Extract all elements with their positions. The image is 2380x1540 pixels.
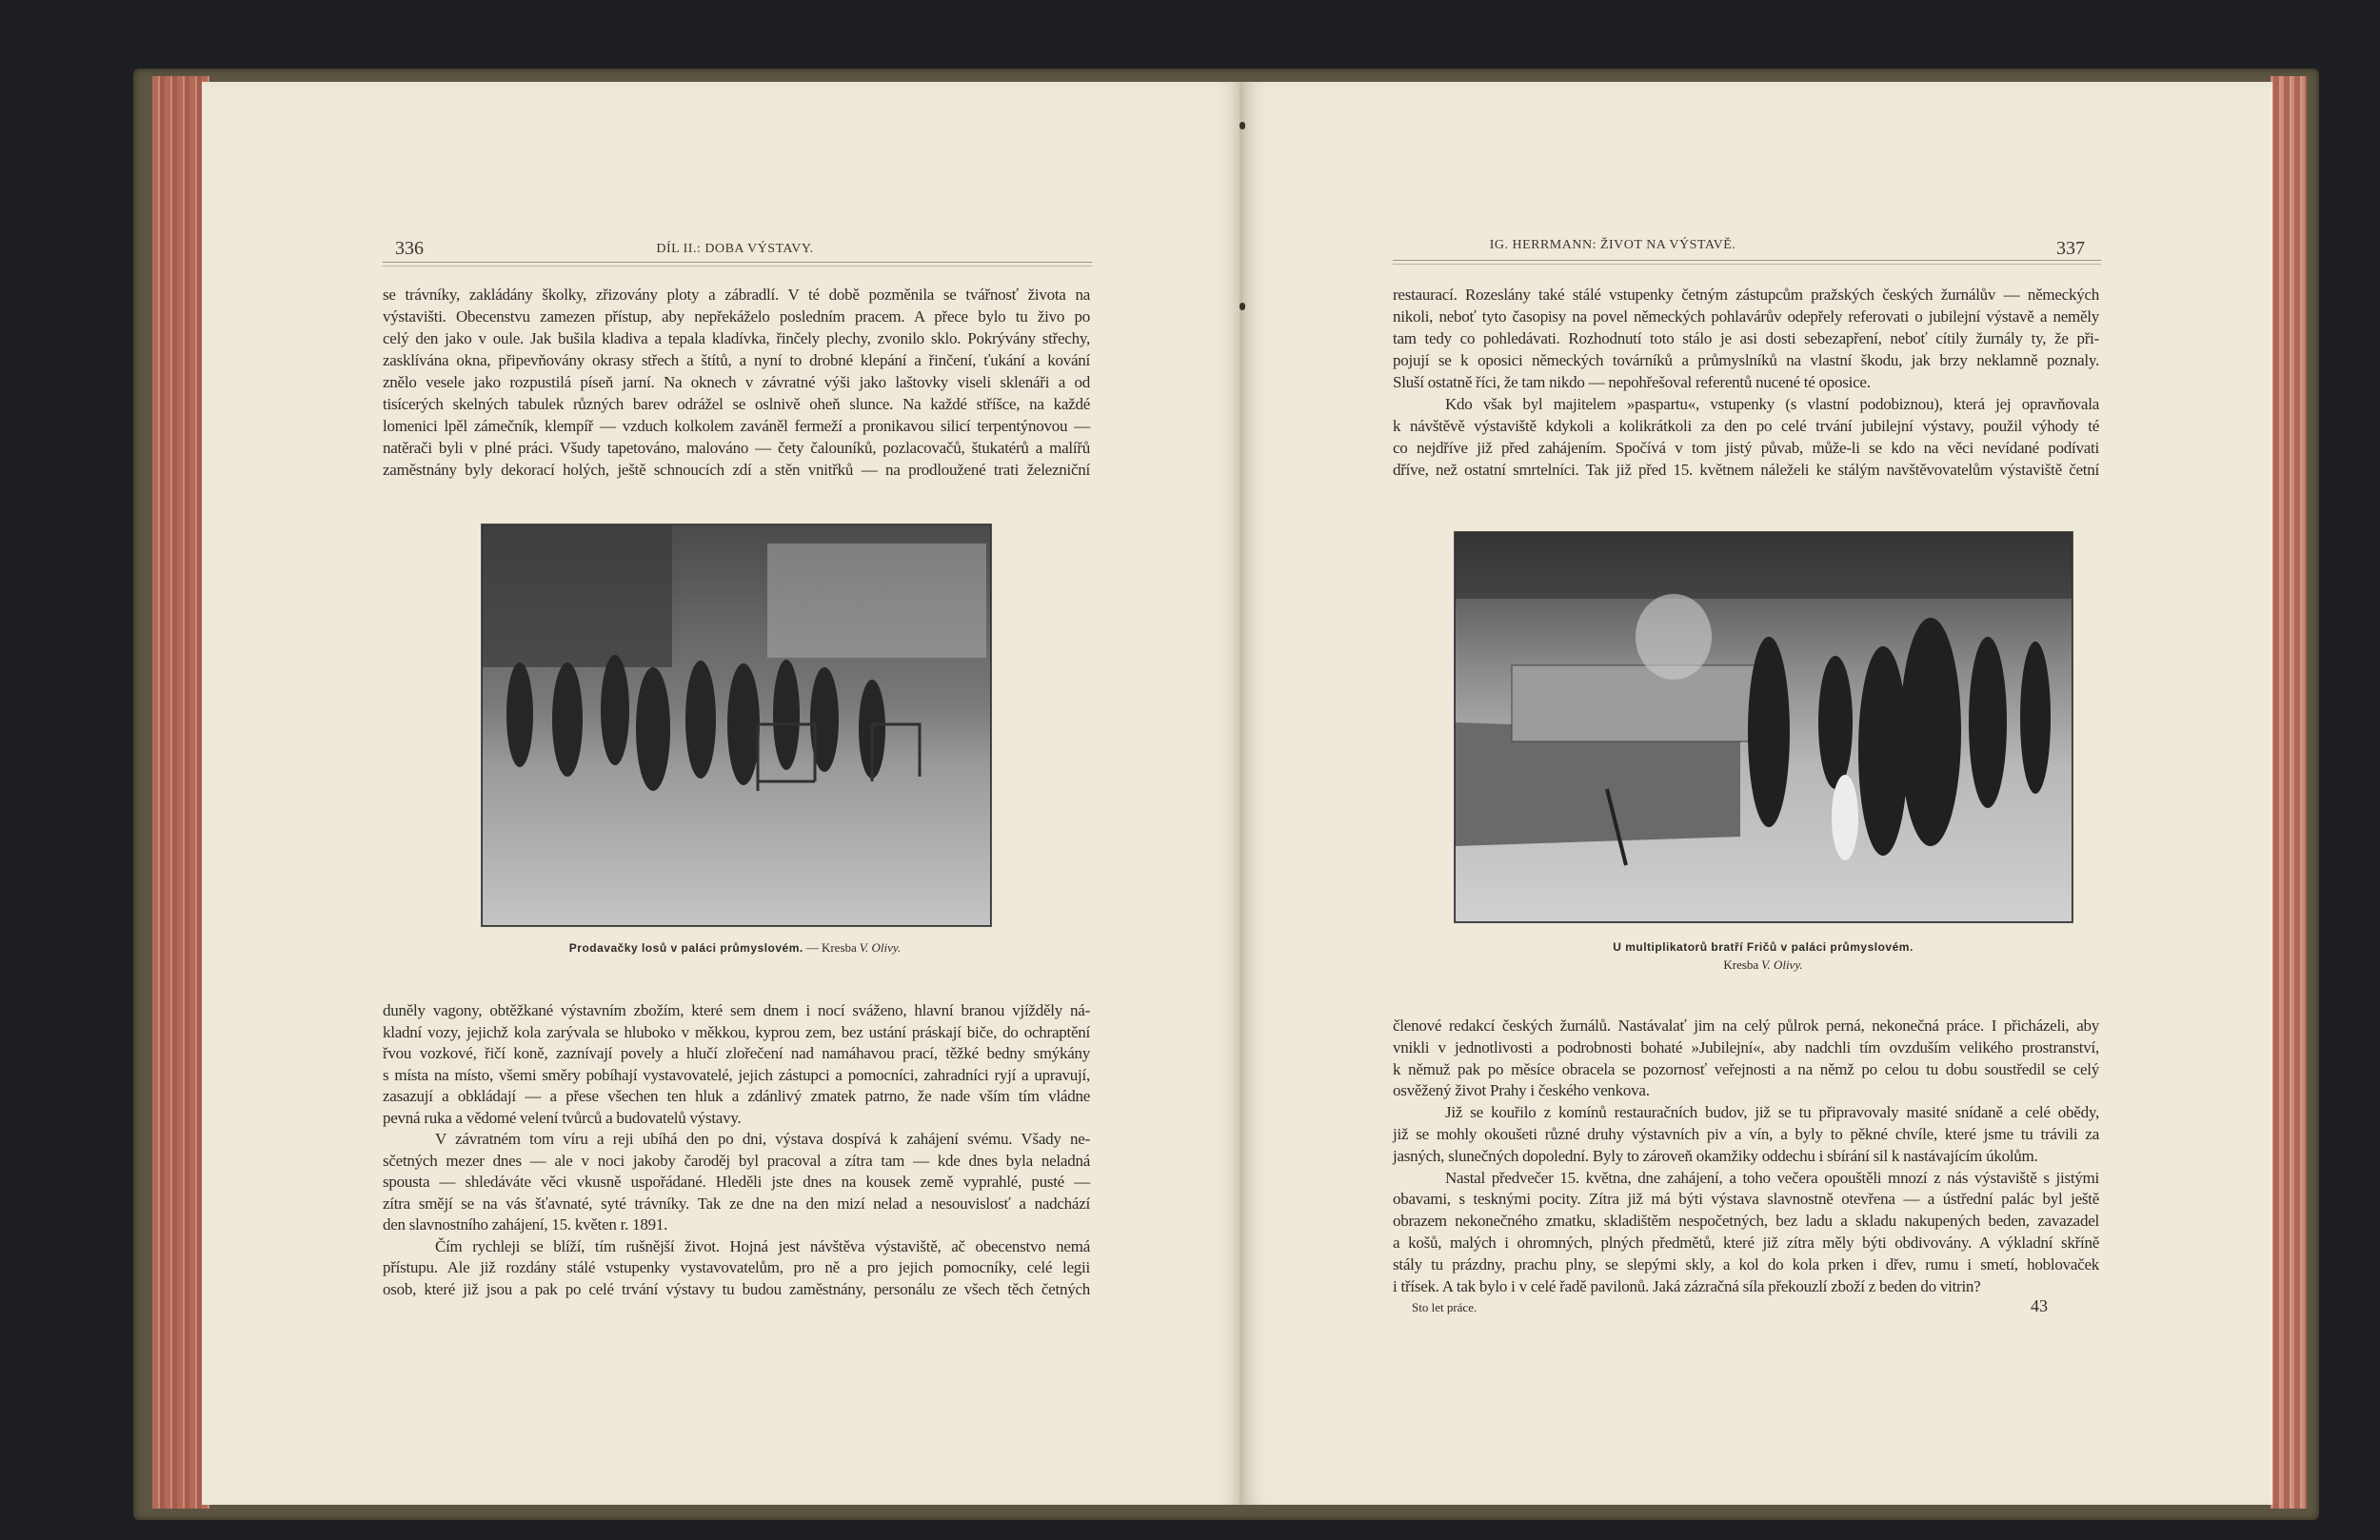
text-line: i třísek. A tak bylo i v celé řadě pavilonů. Jaká zázračná síla překouzlí zboží z beden do vitrin? [1393,1276,1981,1295]
text-line: den slavnostního zahájení, 15. květen r. 1891. [383,1215,668,1234]
text-line: k němuž pak po měsíce obracela se pozornosť veřejnosti a na němž po celou tu dobu soustředil se celý [1393,1059,2099,1078]
text-line: V závratném tom víru a reji ubíhá den po dni, výstava dospívá k zahájení svému. Všady ne- [435,1130,1090,1148]
running-head-left: DÍL II.: DOBA VÝSTAVY. [656,242,814,256]
text-line: řvou vozkové, řičí koně, zaznívají povely a hlučí zlořečení nad namáhavou prací, těžké bedny smýkány [383,1044,1090,1062]
text-line: kladní vozy, jejichž kola zarývala se hluboko v měkkou, kyprou zem, bez ustání práskají biče, do ochraptění [383,1022,1090,1041]
text-line: obavami, s tesknými pocity. Zítra již má býti výstava slavnostně otevřena — a ústřední palác byl ještě [1393,1190,2099,1209]
page-number-right: 337 [2056,238,2085,259]
binding-stitch [1240,122,1245,129]
text-line: stály tu prázdny, prachu plny, se slepými skly, a kol do kola prken i dřev, rumu i smetí, hoblovaček [1393,1254,2099,1273]
page-edges-right [2271,76,2307,1509]
text-line: znělo vesele jako rozpustilá píseň jarní. Na oknech v závratné výši jako laštovky viseli sklenáři a od [383,373,1090,391]
illustration-lottery-sellers [481,523,992,927]
text-line: Kdo však byl majitelem »paspartu«, vstupenky (s vlastní podobiznou), která jej opravňovala [1445,395,2099,413]
text-line: Čím rychleji se blíží, tím rušnější život. Hojná jest návštěva výstaviště, ač obecenstvo nemá [435,1236,1090,1255]
text-line: členové redakcí českých žurnálů. Nastávalať jim na celý půlrok perná, nekonečná práce. I přicházeli, aby [1393,1017,2099,1035]
text-line: restaurací. Rozeslány také stálé vstupenky četným zástupcům pražských českých žurnálův — německých [1393,286,2099,304]
text-line: a košů, malých i ohromných, plných předmětů, které již zítra měly býti obdivovány. A výkladní skříně [1393,1234,2099,1252]
illustration-multiplicators [1454,531,2073,923]
text-line: s místa na místo, všemi směry pobíhají vystavovatelé, jejich zástupci a pomocníci, zahradníci ryjí a upravují, [383,1065,1090,1084]
text-line: co nejdříve již před zahájením. Spočívá v tom jistý půvab, může-li se kdo na věci nevídané podívati [1393,439,2099,457]
text-line: lomenici lpěl zámečník, klempíř — vzduch kolkolem zaváněl fermeží a pronikavou silicí terpentýnovou — [383,417,1090,435]
text-line: tam tedy co pohledávati. Rozhodnutí toto stálo je asi dosti sebezapření, neboť cítily žurnály ty, že při- [1393,329,2099,347]
caption-credit-artist: V. Olivy. [1761,958,1803,972]
binding-stitch [1240,303,1245,310]
text-line: tisícerých skelných tabulek různých barev odrážel se oslnivě oheň slunce. Na každé stříšce, na každé [383,395,1090,413]
caption-title: Prodavačky losů v paláci průmyslovém. [568,941,803,955]
figure-caption-left [569,940,901,956]
text-line: se trávníky, zakládány školky, zřizovány ploty a zábradlí. V té době pozměnila se tvářnosť života na [383,286,1090,304]
text-line: pevná ruka a vědomé velení tvůrců a budovatelů výstavy. [383,1108,742,1127]
text-line: zasazují a obkládají — a přese všechen ten hluk a zdánlivý zmatek patrno, že nade vším tím vládne [383,1087,1090,1105]
text-line: sčetných mezer dnes — ale v noci jakoby čaroděj byl pracoval a zítra tam — kde dnes byla neladná [383,1151,1090,1170]
caption-credit-prefix: Kresba [1723,958,1759,972]
running-head-right: IG. HERRMANN: ŽIVOT NA VÝSTAVĚ. [1489,238,1736,252]
text-line: vnikli v jednotlivosti a podrobnosti bohaté »Jubilejní«, aby nadchli tím ovzduším velikého prostranství, [1393,1037,2099,1056]
caption-credit-prefix: — Kresba [805,940,857,955]
caption-title: U multiplikatorů bratří Fričů v paláci průmyslovém. [1613,940,1914,954]
footer-book-title: Sto let práce. [1412,1300,1478,1314]
text-line: osob, které již jsou a pak po celé trvání výstavy tu budou zaměstnány, personálu ze všech těch četných [383,1279,1090,1298]
text-line: dříve, než ostatní smrtelníci. Tak již před 15. květnem náleželi ke stálým navštěvovatelům výstaviště četní [1393,461,2099,479]
text-line: nikoli, neboť tyto časopisy na povel německých pohlavárův odepřely referovati o jubilejní výstavě a neměly [1393,307,2099,326]
text-line: obrazem nekonečného zmatku, skladištěm nespočetných, bez ladu a skladu nakupených beden, zavazadel [1393,1212,2099,1231]
text-line: zítra smějí se na vás šťavnaté, syté trávníky. Tak ze dne na den mizí nelad a nesouvislosť a nadchází [383,1194,1090,1213]
text-line: Již se kouřilo z komínů restauračních budov, již se tu připravovaly masité snídaně a celé obědy, [1445,1103,2099,1122]
text-line: již se mohly okoušeti různé druhy výstavních piv a vín, a byly to pěkné chvíle, které jsme tu trávili za [1393,1125,2099,1143]
signature-mark: 43 [2031,1296,2048,1315]
page-number-left: 336 [395,238,424,259]
text-line: výstavišti. Obecenstvu zamezen přístup, aby nepřekáželo posledním pracem. A přece bylo tu živo po [383,307,1090,326]
text-line: přístupu. Ale již rozdány stálé vstupenky vystavovatelům, pro ně a pro jejich pomocníky, celé legii [383,1258,1090,1276]
text-line: jasných, slunečných dopolední. Byly to zároveň okamžiky oddechu i sbírání sil k nastávajícím úkolům. [1393,1146,2038,1165]
page-edges-left [152,76,209,1509]
figure-caption-right [1613,940,1914,973]
text-line: Sluší ostatně říci, že tam nikdo — nepohřešoval referentů nucené té oposice. [1393,373,1871,391]
text-line: pojují se k oposici německých továrníků a průmyslníků na vlastní škodu, jak brzy neklamně poznaly. [1393,351,2099,369]
text-line: celý den jako v oule. Jak bušila kladiva a tepala kladívka, řinčely plechy, zvonilo sklo. Pokrývány střechy, [383,329,1090,347]
caption-credit-artist: V. Olivy. [859,940,902,955]
text-line: zaměstnány byly dekorací holých, ještě schnoucích zdí a stěn vnitřků — na prodloužené trati železniční [383,461,1090,479]
text-line: Nastal předvečer 15. května, dne zahájení, a toho večera opouštěli mnozí z nás výstaviště s jistými [1445,1168,2099,1187]
header-rule-right [1393,260,2101,265]
text-line: natěrači byli v plné práci. Všudy tapetováno, malováno — čety čalouníků, pozlacovačů, štukatérů a malířů [383,439,1090,457]
text-line: spousta — shledáváte věci vkusně uspořádané. Hleděli jste dnes na kousek země vyprahlé, pusté — [383,1173,1090,1191]
text-line: k návštěvě výstaviště kdykoli a kolikrátkoli za den po celé trvání jubilejní výstavy, použil výhody té [1393,417,2099,435]
caption-credit [1613,958,1914,973]
text-line: zasklívána okna, připevňovány okrasy střech a štítů, a nyní to drobné klepání a řinčení, ťukání a kování [383,351,1090,369]
header-rule-left [383,262,1092,267]
book-gutter [1240,82,1243,1505]
text-line: duněly vagony, obtěžkané výstavním zbožím, které sem dnem i nocí sváženo, hlavní branou vjížděly ná- [383,1001,1090,1019]
text-line: osvěžený život Prahy i českého venkova. [1393,1081,1650,1100]
